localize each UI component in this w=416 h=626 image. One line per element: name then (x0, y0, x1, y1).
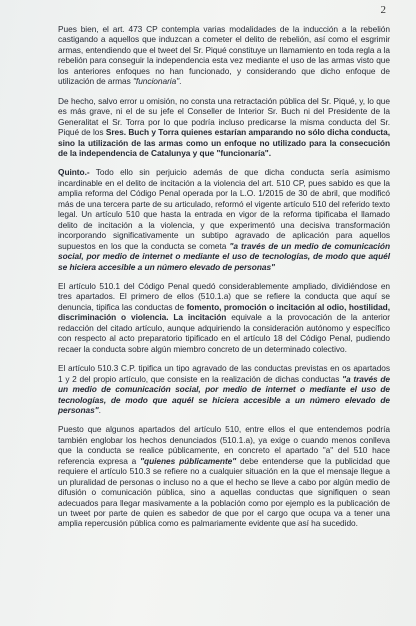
p2-text: De hecho, salvo error u omisión, no consta una retractación pública del Sr. Piqué, y, lo que es más grave, ni el de su jefe el Conseller de Interior Sr. Buch ni del Presidente de la Generalitat el Sr. Torra por lo que podría incluso predicarse la misma conducta del Sr. Piqué de los (58, 95, 390, 138)
paragraph-5 (58, 363, 390, 415)
p5-end: . (98, 404, 101, 415)
p3-lead: Quinto.- (58, 167, 90, 178)
paragraph-3 (58, 167, 390, 272)
p4-text-end: equivale a la provocación de la anterior redacción del citado artículo, aunque adquiriendo la consideración autónomo y específico con respecto al acto preparatorio tipificado en el artículo 18 del Código Penal, pudiendo recaer la conducta sobre algún miembro concreto de un determinado colectivo. (58, 312, 390, 354)
paragraph-4 (58, 281, 390, 354)
p5-bold-italic: "a través de un medio de comunicación social, por medio de internet o mediante el uso de tecnologías, de modo que aquél se hiciera accesible a un número elevado de personas" (58, 373, 390, 415)
paragraph-2 (58, 96, 390, 159)
p1-text: Pues bien, el art. 473 CP contempla varias modalidades de la inducción a la rebelión castigando a aquellos que induzcan a cometer el delito de rebelión, así como el esgrimir armas, entendiendo que el tweet del Sr. Piqué constituye un llamamiento en toda regla a la rebelión para conseguir la independencia esta vez mediante el uso de las armas visto que los anteriores enfoques no han funcionado, y considerando que dicho enfoque de utilización de armas (58, 24, 390, 87)
p3-bold-italic: "a través de un medio de comunicación social, por medio de internet o mediante el uso de tecnologías, de modo que aquél se hiciera accesible a un número elevado de personas" (58, 240, 390, 272)
p6-text-end: debe entenderse que la publicidad que requiere el artículo 510.3 se refiere no a cualquier situación en la que el mensaje llegue a un pluralidad de personas o incluso no a que el hecho se lleve a cabo por algún medio de difusión o comunicación pública, sino a aquellas conductas que signifiquen o sean adecuados para llegar masivamente a la población como por ejemplo es la publicación de un tweet por parte de quien es sabedor de que por el cargo que ocupa va a tener una amplia repercusión pública como es palmariamente evidente que así ha sucedido. (58, 455, 390, 529)
page-number: 2 (380, 4, 386, 16)
p4-text: El artículo 510.1 del Código Penal quedó considerablemente ampliado, dividiéndose en tres apartados. El primero de ellos (510.1.a) que se refiere la conducta que aquí se denuncia, tipifica las conductas de (58, 280, 390, 312)
paragraph-1 (58, 24, 390, 87)
p4-bold: fomento, promoción o incitación al odio, hostilidad, discriminación o violencia. La incitación (58, 301, 390, 323)
p6-bold-italic: "quienes públicamente" (140, 455, 237, 466)
p5-text: El artículo 510.3 C.P. tipifica un tipo agravado de las conductas previstas en os apartados 1 y 2 del propio artículo, que consiste en la realización de dichas conductas (58, 363, 390, 384)
p1-italic: "funcionaria" (133, 76, 180, 87)
p6-text: Puesto que algunos apartados del artículo 510, entre ellos el que entendemos podría también englobar los hechos denunciados (510.1.a), ya exige o cuando menos conlleva que la conducta se realice públicamente, en concreto el apartado "a" del 510 hace referencia expresa a (58, 424, 390, 466)
p2-bold: Sres. Buch y Torra quienes estarían amparando no sólo dicha conducta, sino la utilización de las armas como un enfoque no utilizado para la consecución de la independencia de Catalunya y que "funcionaría". (58, 127, 390, 158)
p3-text: Todo ello sin perjuicio además de que dicha conducta sería asimismo incardinable en el delito de incitación a la violencia del art. 510 CP, pues sabido es que la amplia reforma del Código Penal operada por la L.O. 1/2015 de 30 de abril, que modificó más de una tercera parte de su articulado, reformó el vigente artículo 510 del referido texto legal. Un artículo 510 que hasta la entrada en vigor de la reforma tipificaba el llamado delito de incitación a la violencia, y que experimentó una decisiva transformación incorporando significativamente un subtipo agravado de aplicación para aquellos supuestos en los que la conducta se cometa (58, 167, 390, 251)
paragraph-6 (58, 424, 390, 529)
p1-end: . (179, 76, 182, 87)
